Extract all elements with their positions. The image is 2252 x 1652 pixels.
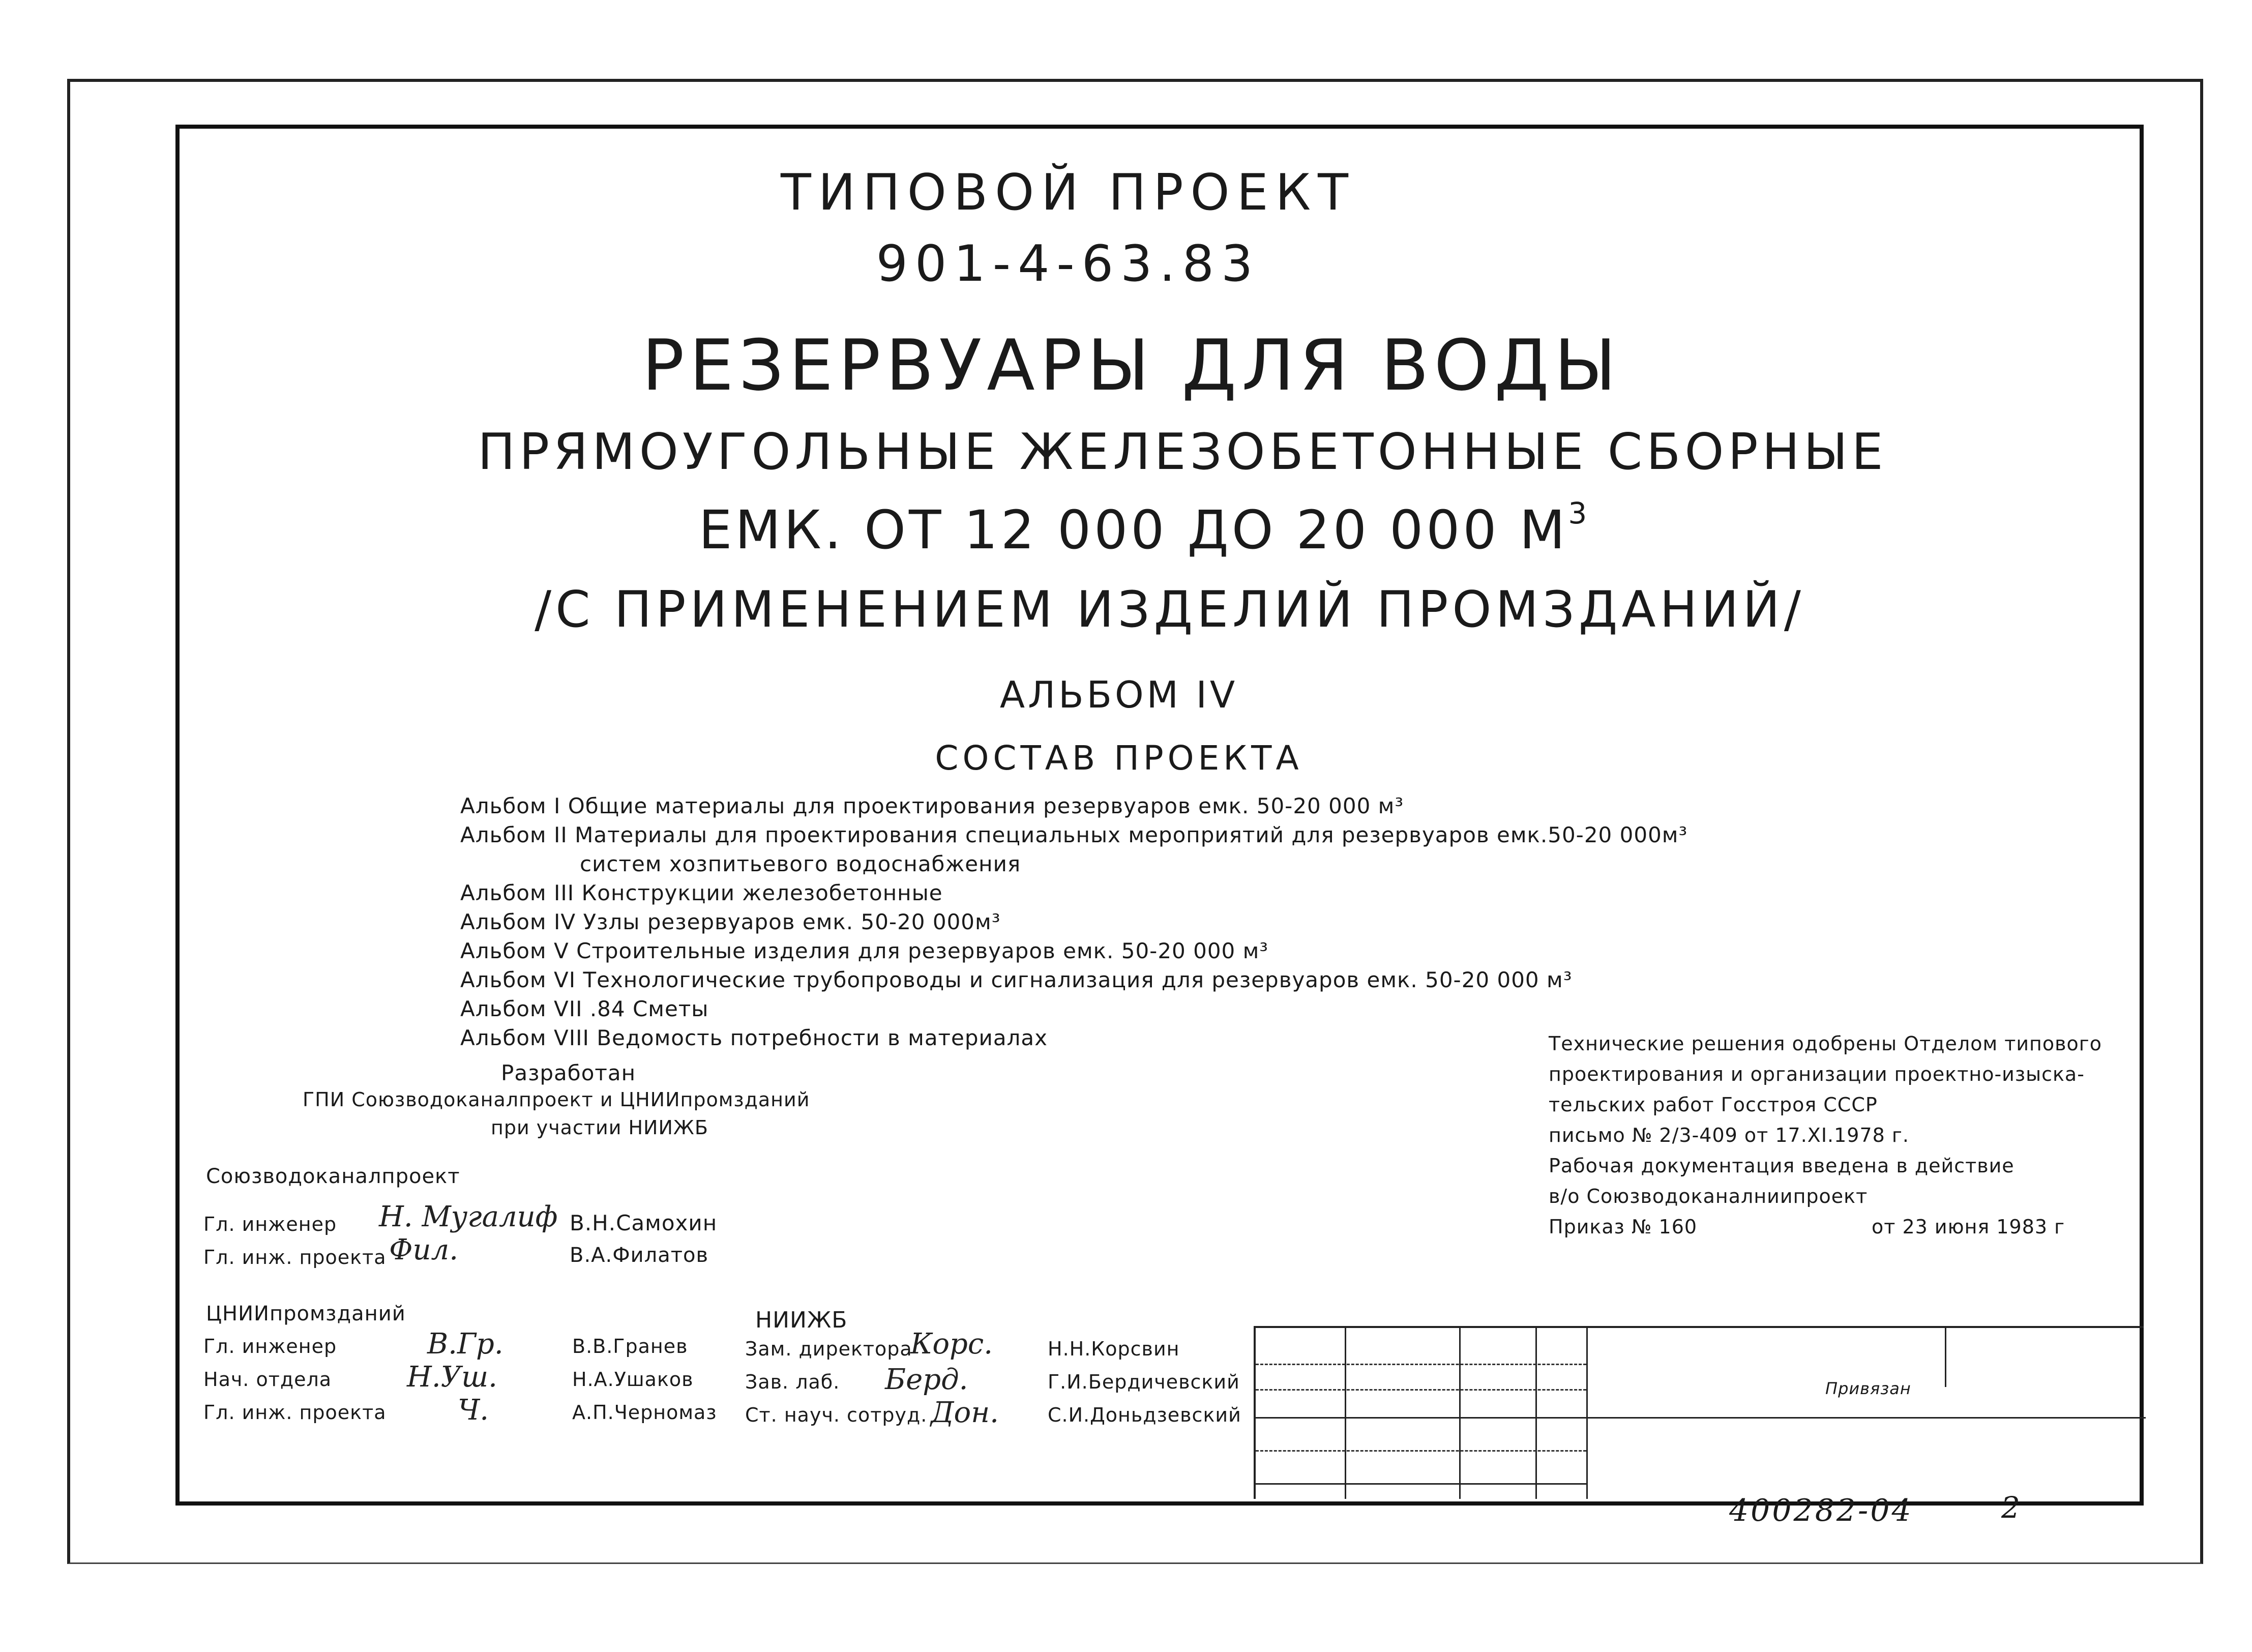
approval-line: Технические решения одобрены Отделом типового	[1549, 1032, 2102, 1055]
approval-line: проектирования и организации проектно-изыска-	[1549, 1063, 2085, 1085]
role-label: Зам. директора	[745, 1338, 912, 1360]
signature: В.Гр.	[427, 1328, 503, 1361]
role-label: Нач. отдела	[203, 1368, 332, 1391]
application-line: /С ПРИМЕНЕНИЕМ ИЗДЕЛИЙ ПРОМЗДАНИЙ/	[535, 581, 1805, 639]
album-item: Альбом I Общие материалы для проектирования резервуаров емк. 50-20 000 м³	[460, 793, 1404, 818]
person-name: Н.А.Ушаков	[572, 1368, 694, 1391]
album-item: Альбом VI Технологические трубопроводы и сигнализация для резервуаров емк. 50-20 000 м³	[460, 967, 1573, 992]
approval-line: в/о Союзводоканалниипроект	[1549, 1185, 1868, 1207]
project-number: 901-4-63.83	[876, 235, 1260, 293]
role-label: Гл. инж. проекта	[203, 1401, 387, 1424]
album-item: Альбом II Материалы для проектирования специальных мероприятий для резервуаров емк.50-20 000м³	[460, 822, 1688, 847]
approval-date: от 23 июня 1983 г	[1872, 1216, 2065, 1238]
approval-line: письмо № 2/3-409 от 17.XI.1978 г.	[1549, 1124, 1909, 1146]
role-label: Гл. инж. проекта	[203, 1246, 387, 1268]
approval-line: Рабочая документация введена в действие	[1549, 1155, 2014, 1177]
org-name: НИИЖБ	[755, 1307, 848, 1333]
person-name: В.В.Гранев	[572, 1335, 688, 1358]
person-name: С.И.Доньдзевский	[1048, 1404, 1241, 1426]
developed-orgs: ГПИ Союзводоканалпроект и ЦНИИпромзданий	[303, 1088, 810, 1111]
signature: Н. Мугалиф	[379, 1200, 558, 1233]
title-stamp	[1254, 1326, 2144, 1499]
title-line-1: ТИПОВОЙ ПРОЕКТ	[780, 164, 1356, 222]
person-name: Г.И.Бердичевский	[1048, 1371, 1240, 1393]
role-label: Гл. инженер	[203, 1213, 337, 1235]
album-item-continuation: систем хозпитьевого водоснабжения	[580, 851, 1021, 876]
album-item: Альбом VIII Ведомость потребности в материалах	[460, 1025, 1048, 1050]
document-code: 400282-04	[1729, 1493, 1913, 1528]
signature: Фил.	[389, 1233, 459, 1266]
signature: Дон.	[931, 1396, 999, 1429]
approval-order: Приказ № 160	[1549, 1216, 1698, 1238]
approval-line: тельских работ Госстроя СССР	[1549, 1094, 1878, 1116]
stamp-label: Привязан	[1825, 1379, 1911, 1398]
album-item: Альбом IV Узлы резервуаров емк. 50-20 000м³	[460, 909, 1001, 934]
album-item: Альбом VII .84 Сметы	[460, 996, 709, 1021]
org-name: ЦНИИпромзданий	[206, 1302, 406, 1325]
org-name: Союзводоканалпроект	[206, 1165, 460, 1188]
person-name: Н.Н.Корсвин	[1048, 1338, 1180, 1360]
signature: Корс.	[910, 1328, 993, 1361]
person-name: А.П.Черномаз	[572, 1401, 717, 1424]
role-label: Зав. лаб.	[745, 1371, 840, 1393]
signature: Берд.	[885, 1363, 968, 1396]
subtitle: ПРЯМОУГОЛЬНЫЕ ЖЕЛЕЗОБЕТОННЫЕ СБОРНЫЕ	[478, 423, 1887, 481]
capacity-line: ЕМК. ОТ 12 000 ДО 20 000 $М^3$	[698, 496, 1590, 561]
person-name: В.А.Филатов	[570, 1244, 709, 1267]
album-number: АЛЬБОМ IV	[999, 673, 1238, 716]
album-item: Альбом V Строительные изделия для резервуаров емк. 50-20 000 м³	[460, 938, 1269, 963]
contents-heading: СОСТАВ ПРОЕКТА	[935, 739, 1303, 778]
role-label: Гл. инженер	[203, 1335, 337, 1358]
signature: Ч.	[458, 1394, 489, 1427]
person-name: В.Н.Самохин	[570, 1211, 718, 1235]
role-label: Ст. науч. сотруд.	[745, 1404, 928, 1426]
main-title: РЕЗЕРВУАРЫ ДЛЯ ВОДЫ	[642, 324, 1621, 406]
page-number: 2	[2001, 1490, 2020, 1525]
album-item: Альбом III Конструкции железобетонные	[460, 880, 943, 905]
signature: Н.Уш.	[407, 1361, 497, 1394]
developed-participation: при участии НИИЖБ	[491, 1116, 708, 1139]
developed-label: Разработан	[501, 1060, 636, 1085]
